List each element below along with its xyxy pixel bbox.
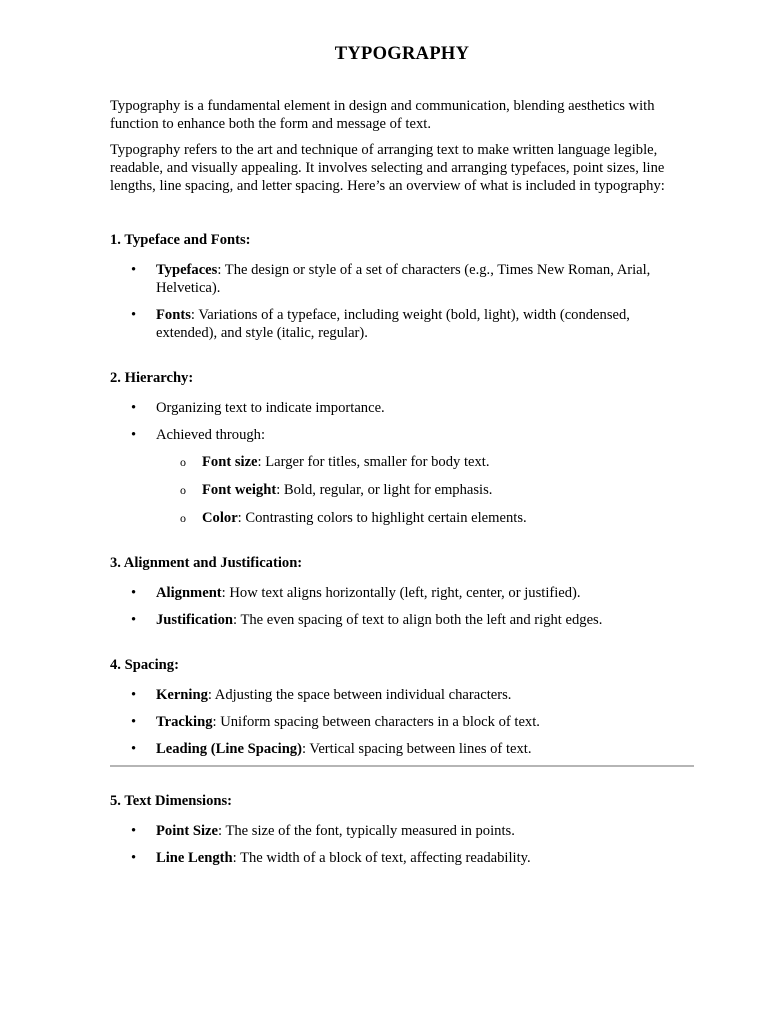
horizontal-divider xyxy=(110,765,694,767)
list-item xyxy=(110,686,694,704)
bullet-icon: • xyxy=(131,427,137,443)
sub-list-item xyxy=(156,453,694,471)
item-text: : Contrasting colors to highlight certain elements. xyxy=(237,510,527,526)
bullet-icon: • xyxy=(131,850,137,866)
section-typeface-and-fonts xyxy=(110,231,694,342)
bullet-icon: • xyxy=(131,262,137,278)
intro-paragraph: Typography is a fundamental element in design and communication, blending aesthetics with function to enhance both the form and message of text. xyxy=(110,98,655,132)
bullet-icon: • xyxy=(131,307,137,323)
list-item xyxy=(110,426,694,527)
item-term: Kerning xyxy=(156,687,208,703)
intro-paragraph: Typography refers to the art and technique of arranging text to make written language legible, readable, and visually appealing. It involves selecting and arranging typefaces, point sizes, line lengths, line spacing, and letter spacing. Here’s an overview of what is included in typography: xyxy=(110,142,665,194)
list-item xyxy=(110,849,694,867)
bullet-list xyxy=(110,399,694,527)
item-term: Line Length xyxy=(156,850,233,866)
list-item xyxy=(110,740,694,758)
item-term: Fonts xyxy=(156,307,191,323)
bullet-icon: • xyxy=(131,400,137,416)
document-page xyxy=(110,44,694,894)
section-heading: 2. Hierarchy: xyxy=(110,370,194,386)
item-term: Font weight xyxy=(202,482,277,498)
item-text: : The even spacing of text to align both the left and right edges. xyxy=(233,612,603,628)
sub-list xyxy=(156,453,694,527)
bullet-list xyxy=(110,261,694,342)
item-term: Font size xyxy=(202,454,258,470)
bullet-icon: • xyxy=(131,585,137,601)
item-text: Organizing text to indicate importance. xyxy=(156,400,385,416)
page-title: TYPOGRAPHY xyxy=(334,44,470,64)
list-item xyxy=(110,822,694,840)
list-item xyxy=(110,713,694,731)
item-text: : The design or style of a set of characters (e.g., Times New Roman, Arial, Helvetica). xyxy=(156,262,651,296)
bullet-icon: • xyxy=(131,687,137,703)
hollow-bullet-icon: o xyxy=(180,483,186,497)
item-text: : Larger for titles, smaller for body text. xyxy=(257,454,490,470)
section-alignment-and-justification xyxy=(110,554,694,629)
bullet-icon: • xyxy=(131,714,137,730)
sub-list-item xyxy=(156,509,694,527)
section-heading: 3. Alignment and Justification: xyxy=(110,555,303,571)
hollow-bullet-icon: o xyxy=(180,455,186,469)
item-text: : Vertical spacing between lines of text. xyxy=(301,741,532,757)
item-text: : The width of a block of text, affecting readability. xyxy=(232,850,531,866)
item-text: : Adjusting the space between individual characters. xyxy=(207,687,512,703)
item-text: : How text aligns horizontally (left, right, center, or justified). xyxy=(221,585,581,601)
section-hierarchy xyxy=(110,369,694,527)
list-item xyxy=(110,306,694,342)
item-text: : Variations of a typeface, including weight (bold, light), width (condensed, extended), and style (italic, regular). xyxy=(156,307,630,341)
sub-list-item xyxy=(156,481,694,499)
list-item xyxy=(110,399,694,417)
item-term: Leading (Line Spacing) xyxy=(156,741,302,757)
item-term: Tracking xyxy=(156,714,213,730)
item-text: Achieved through: xyxy=(156,427,266,443)
section-heading: 1. Typeface and Fonts: xyxy=(110,232,251,248)
item-term: Point Size xyxy=(156,823,219,839)
section-text-dimensions xyxy=(110,792,694,867)
list-item xyxy=(110,584,694,602)
bullet-icon: • xyxy=(131,741,137,757)
item-term: Justification xyxy=(156,612,234,628)
bullet-icon: • xyxy=(131,823,137,839)
list-item xyxy=(110,261,694,297)
list-item xyxy=(110,611,694,629)
section-heading: 4. Spacing: xyxy=(110,657,179,673)
item-text: : Uniform spacing between characters in a block of text. xyxy=(212,714,540,730)
item-text: : Bold, regular, or light for emphasis. xyxy=(276,482,493,498)
bullet-list xyxy=(110,686,694,758)
bullet-icon: • xyxy=(131,612,137,628)
section-heading: 5. Text Dimensions: xyxy=(110,793,233,809)
bullet-list xyxy=(110,822,694,867)
item-term: Alignment xyxy=(156,585,222,601)
section-spacing xyxy=(110,656,694,758)
hollow-bullet-icon: o xyxy=(180,511,186,525)
item-text: : The size of the font, typically measured in points. xyxy=(218,823,515,839)
item-term: Color xyxy=(202,510,238,526)
item-term: Typefaces xyxy=(156,262,218,278)
bullet-list xyxy=(110,584,694,629)
